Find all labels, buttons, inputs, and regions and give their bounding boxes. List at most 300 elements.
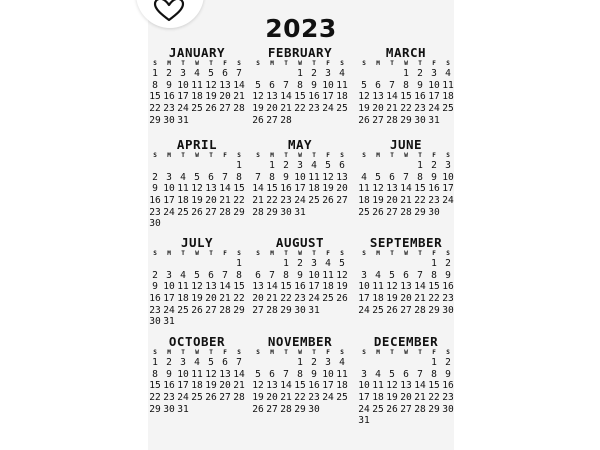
day-cell: 25: [336, 392, 348, 404]
day-cell: 1: [236, 160, 242, 171]
day-cell: 7: [403, 171, 409, 183]
day-cell: 22: [233, 195, 245, 207]
day-cell: 7: [236, 357, 242, 368]
day-cell: 16: [308, 91, 320, 103]
day-cell: 8: [152, 368, 158, 380]
day-cell: 22: [414, 195, 426, 207]
weekday-label: S: [446, 60, 450, 67]
day-cell: 6: [255, 269, 261, 281]
day-cell: 26: [191, 206, 203, 218]
day-cell: 26: [205, 103, 217, 115]
day-cell: 15: [149, 91, 161, 103]
day-cell: 10: [358, 380, 370, 392]
day-cell: 30: [149, 218, 161, 230]
weekday-label: W: [404, 60, 408, 67]
weekday-header: [357, 349, 455, 357]
day-cell: 17: [163, 293, 175, 305]
empty-cell: [251, 357, 265, 369]
empty-cell: [371, 68, 385, 80]
day-cell: 12: [336, 269, 348, 281]
day-cell: 16: [442, 380, 454, 392]
day-cell: 15: [400, 91, 412, 103]
day-cell: 9: [417, 79, 423, 91]
day-cell: 22: [266, 195, 278, 207]
day-cell: 26: [191, 304, 203, 316]
empty-cell: [265, 357, 279, 369]
day-cell: 11: [177, 281, 189, 293]
weekday-label: M: [376, 152, 380, 159]
day-cell: 26: [252, 114, 264, 126]
day-cell: 19: [386, 392, 398, 404]
day-cell: 15: [428, 380, 440, 392]
empty-cell: [399, 357, 413, 369]
day-cell: 16: [442, 281, 454, 293]
day-cell: 11: [336, 368, 348, 380]
day-cell: 12: [386, 281, 398, 293]
empty-cell: [176, 258, 190, 270]
day-cell: 19: [336, 281, 348, 293]
empty-cell: [190, 258, 204, 270]
weekday-label: S: [362, 250, 366, 257]
day-cell: 11: [308, 171, 320, 183]
day-cell: 24: [442, 195, 454, 207]
empty-cell: [162, 258, 176, 270]
day-cell: 17: [163, 195, 175, 207]
day-cell: 5: [361, 79, 367, 91]
day-grid: [357, 68, 455, 126]
day-cell: 24: [177, 103, 189, 115]
weekday-label: S: [153, 152, 157, 159]
day-cell: 20: [219, 91, 231, 103]
day-cell: 6: [269, 368, 275, 380]
day-cell: 4: [194, 357, 200, 368]
weekday-header: [251, 349, 349, 357]
weekday-label: S: [153, 349, 157, 356]
day-cell: 31: [163, 316, 175, 328]
day-cell: 19: [358, 103, 370, 115]
month-name: JANUARY: [168, 45, 226, 60]
day-cell: 21: [266, 293, 278, 305]
weekday-label: T: [209, 250, 213, 257]
day-cell: 25: [177, 206, 189, 218]
empty-cell: [265, 68, 279, 80]
day-cell: 13: [252, 281, 264, 293]
month-november: [251, 334, 349, 415]
day-cell: 26: [386, 304, 398, 316]
empty-cell: [148, 160, 162, 172]
weekday-label: T: [209, 152, 213, 159]
weekday-label: W: [195, 349, 199, 356]
weekday-label: W: [195, 250, 199, 257]
day-cell: 18: [191, 91, 203, 103]
empty-cell: [371, 357, 385, 369]
day-cell: 30: [280, 206, 292, 218]
weekday-label: S: [237, 349, 241, 356]
day-cell: 2: [311, 68, 317, 79]
day-cell: 3: [431, 68, 437, 79]
weekday-label: T: [312, 349, 316, 356]
day-cell: 24: [163, 304, 175, 316]
day-cell: 6: [222, 357, 228, 368]
day-cell: 4: [325, 258, 331, 269]
day-cell: 26: [322, 195, 334, 207]
day-cell: 10: [177, 79, 189, 91]
day-cell: 2: [166, 68, 172, 79]
day-cell: 14: [386, 91, 398, 103]
day-cell: 22: [428, 293, 440, 305]
day-cell: 21: [414, 392, 426, 404]
day-cell: 17: [294, 183, 306, 195]
month-december: [357, 334, 455, 427]
month-january: [148, 45, 246, 126]
day-cell: 29: [400, 114, 412, 126]
empty-cell: [371, 160, 385, 172]
day-grid: [148, 357, 246, 415]
day-cell: 23: [442, 392, 454, 404]
day-cell: 13: [205, 183, 217, 195]
day-cell: 29: [233, 206, 245, 218]
month-name: MARCH: [385, 45, 427, 60]
day-cell: 18: [177, 195, 189, 207]
weekday-header: [251, 250, 349, 258]
empty-cell: [251, 258, 265, 270]
day-cell: 12: [358, 91, 370, 103]
day-cell: 1: [297, 357, 303, 368]
day-cell: 5: [194, 171, 200, 183]
day-cell: 4: [375, 269, 381, 281]
empty-cell: [265, 258, 279, 270]
empty-cell: [204, 258, 218, 270]
day-cell: 15: [233, 183, 245, 195]
day-cell: 8: [297, 79, 303, 91]
day-cell: 29: [414, 206, 426, 218]
weekday-label: M: [167, 152, 171, 159]
day-cell: 30: [442, 304, 454, 316]
day-cell: 26: [336, 293, 348, 305]
day-cell: 14: [414, 281, 426, 293]
weekday-label: M: [270, 152, 274, 159]
day-cell: 23: [308, 103, 320, 115]
month-june: [357, 137, 455, 218]
day-cell: 21: [280, 103, 292, 115]
day-cell: 4: [339, 357, 345, 368]
day-cell: 12: [386, 380, 398, 392]
month-name: JUNE: [389, 137, 423, 152]
day-cell: 13: [400, 380, 412, 392]
day-cell: 21: [386, 103, 398, 115]
day-cell: 7: [283, 368, 289, 380]
weekday-label: T: [181, 60, 185, 67]
day-cell: 18: [177, 293, 189, 305]
weekday-label: F: [223, 152, 227, 159]
day-cell: 22: [294, 103, 306, 115]
day-cell: 4: [311, 160, 317, 171]
empty-cell: [371, 258, 385, 270]
day-cell: 12: [252, 91, 264, 103]
day-cell: 6: [208, 269, 214, 281]
day-cell: 10: [428, 79, 440, 91]
weekday-label: T: [181, 152, 185, 159]
day-cell: 23: [414, 103, 426, 115]
weekday-label: F: [432, 152, 436, 159]
empty-cell: [162, 160, 176, 172]
empty-cell: [357, 68, 371, 80]
day-cell: 1: [152, 68, 158, 79]
empty-cell: [385, 160, 399, 172]
weekday-label: S: [340, 60, 344, 67]
weekday-label: S: [256, 349, 260, 356]
day-cell: 9: [445, 368, 451, 380]
day-cell: 9: [166, 79, 172, 91]
day-cell: 26: [205, 392, 217, 404]
day-cell: 8: [283, 269, 289, 281]
day-cell: 13: [266, 91, 278, 103]
day-cell: 4: [194, 68, 200, 79]
day-cell: 16: [308, 380, 320, 392]
day-cell: 13: [266, 380, 278, 392]
day-cell: 25: [372, 403, 384, 415]
day-cell: 23: [294, 293, 306, 305]
weekday-label: W: [298, 152, 302, 159]
day-grid: [251, 357, 349, 415]
day-cell: 31: [294, 206, 306, 218]
day-cell: 4: [445, 68, 451, 79]
day-cell: 20: [266, 103, 278, 115]
day-cell: 9: [311, 368, 317, 380]
empty-cell: [279, 357, 293, 369]
day-cell: 23: [280, 195, 292, 207]
day-cell: 27: [205, 206, 217, 218]
day-cell: 18: [442, 91, 454, 103]
day-cell: 19: [205, 380, 217, 392]
day-cell: 5: [389, 368, 395, 380]
day-cell: 9: [283, 171, 289, 183]
weekday-label: T: [284, 250, 288, 257]
day-cell: 14: [219, 183, 231, 195]
day-cell: 7: [269, 269, 275, 281]
day-cell: 25: [372, 304, 384, 316]
day-cell: 12: [252, 380, 264, 392]
day-cell: 27: [266, 403, 278, 415]
day-cell: 20: [336, 183, 348, 195]
weekday-label: S: [237, 60, 241, 67]
day-cell: 27: [400, 304, 412, 316]
weekday-label: F: [432, 250, 436, 257]
day-cell: 18: [308, 183, 320, 195]
weekday-label: T: [181, 349, 185, 356]
day-cell: 14: [400, 183, 412, 195]
day-cell: 30: [308, 403, 320, 415]
day-cell: 27: [266, 114, 278, 126]
day-grid: [148, 68, 246, 126]
day-cell: 28: [233, 103, 245, 115]
weekday-label: W: [298, 60, 302, 67]
day-cell: 18: [336, 91, 348, 103]
day-cell: 19: [191, 195, 203, 207]
empty-cell: [251, 68, 265, 80]
weekday-header: [148, 60, 246, 68]
weekday-label: T: [312, 152, 316, 159]
empty-cell: [357, 160, 371, 172]
day-cell: 19: [372, 195, 384, 207]
weekday-label: F: [326, 349, 330, 356]
day-cell: 22: [428, 392, 440, 404]
day-cell: 30: [149, 316, 161, 328]
weekday-label: T: [284, 349, 288, 356]
weekday-label: S: [340, 152, 344, 159]
day-cell: 16: [294, 281, 306, 293]
empty-cell: [218, 258, 232, 270]
day-cell: 2: [417, 68, 423, 79]
day-cell: 11: [336, 79, 348, 91]
empty-cell: [399, 258, 413, 270]
day-cell: 22: [233, 293, 245, 305]
empty-cell: [357, 357, 371, 369]
empty-cell: [279, 68, 293, 80]
day-cell: 27: [219, 103, 231, 115]
day-cell: 17: [442, 183, 454, 195]
weekday-label: W: [404, 152, 408, 159]
weekday-label: S: [362, 349, 366, 356]
weekday-label: T: [390, 60, 394, 67]
empty-cell: [204, 160, 218, 172]
day-cell: 1: [431, 258, 437, 269]
weekday-label: T: [390, 152, 394, 159]
day-cell: 16: [414, 91, 426, 103]
day-cell: 10: [322, 368, 334, 380]
day-cell: 2: [445, 258, 451, 269]
weekday-label: T: [418, 349, 422, 356]
day-cell: 3: [180, 357, 186, 368]
day-cell: 26: [386, 403, 398, 415]
weekday-label: F: [223, 60, 227, 67]
day-cell: 3: [311, 258, 317, 269]
month-name: FEBRUARY: [267, 45, 333, 60]
day-cell: 13: [336, 171, 348, 183]
empty-cell: [413, 357, 427, 369]
weekday-label: W: [404, 250, 408, 257]
day-cell: 10: [442, 171, 454, 183]
day-cell: 14: [233, 79, 245, 91]
day-cell: 15: [294, 380, 306, 392]
day-cell: 25: [191, 392, 203, 404]
day-cell: 13: [372, 91, 384, 103]
month-february: [251, 45, 349, 126]
day-cell: 25: [191, 103, 203, 115]
day-cell: 13: [386, 183, 398, 195]
day-cell: 7: [389, 79, 395, 91]
day-cell: 10: [358, 281, 370, 293]
day-cell: 7: [236, 68, 242, 79]
day-cell: 1: [152, 357, 158, 368]
day-cell: 4: [339, 68, 345, 79]
day-cell: 29: [266, 206, 278, 218]
day-cell: 23: [149, 206, 161, 218]
day-cell: 18: [372, 392, 384, 404]
day-cell: 21: [233, 380, 245, 392]
day-cell: 2: [297, 258, 303, 269]
day-cell: 6: [208, 171, 214, 183]
day-cell: 3: [180, 68, 186, 79]
day-cell: 24: [177, 392, 189, 404]
day-cell: 14: [252, 183, 264, 195]
day-cell: 5: [389, 269, 395, 281]
weekday-label: S: [446, 349, 450, 356]
day-cell: 2: [283, 160, 289, 171]
day-cell: 19: [205, 91, 217, 103]
weekday-label: M: [270, 60, 274, 67]
day-cell: 12: [322, 171, 334, 183]
day-cell: 31: [428, 114, 440, 126]
day-cell: 17: [177, 91, 189, 103]
day-cell: 11: [322, 269, 334, 281]
day-cell: 9: [152, 183, 158, 195]
day-cell: 3: [445, 160, 451, 171]
weekday-label: M: [376, 349, 380, 356]
weekday-header: [251, 152, 349, 160]
month-name: NOVEMBER: [267, 334, 333, 349]
day-cell: 1: [417, 160, 423, 171]
day-cell: 12: [205, 368, 217, 380]
day-cell: 5: [208, 68, 214, 79]
day-cell: 20: [219, 380, 231, 392]
day-cell: 1: [297, 68, 303, 79]
day-cell: 28: [414, 304, 426, 316]
weekday-label: W: [195, 60, 199, 67]
day-cell: 30: [163, 403, 175, 415]
day-cell: 16: [163, 380, 175, 392]
day-cell: 20: [205, 195, 217, 207]
day-cell: 25: [308, 195, 320, 207]
day-cell: 10: [308, 269, 320, 281]
weekday-label: S: [340, 250, 344, 257]
day-cell: 21: [219, 293, 231, 305]
day-cell: 23: [428, 195, 440, 207]
day-cell: 29: [428, 304, 440, 316]
day-cell: 15: [294, 91, 306, 103]
month-october: [148, 334, 246, 415]
day-cell: 28: [252, 206, 264, 218]
month-name: JULY: [180, 235, 214, 250]
weekday-label: F: [223, 349, 227, 356]
day-cell: 24: [358, 304, 370, 316]
weekday-header: [148, 250, 246, 258]
day-cell: 17: [322, 380, 334, 392]
day-cell: 30: [294, 304, 306, 316]
day-grid: [251, 258, 349, 316]
day-cell: 11: [442, 79, 454, 91]
weekday-label: M: [167, 349, 171, 356]
day-cell: 14: [280, 380, 292, 392]
day-cell: 24: [428, 103, 440, 115]
day-cell: 28: [219, 206, 231, 218]
weekday-label: M: [167, 250, 171, 257]
day-cell: 3: [361, 368, 367, 380]
day-cell: 25: [358, 206, 370, 218]
day-cell: 4: [180, 269, 186, 281]
day-cell: 31: [177, 114, 189, 126]
day-cell: 28: [280, 114, 292, 126]
day-cell: 18: [322, 281, 334, 293]
empty-cell: [251, 160, 265, 172]
day-cell: 31: [308, 304, 320, 316]
day-cell: 17: [322, 91, 334, 103]
day-cell: 26: [358, 114, 370, 126]
day-cell: 15: [414, 183, 426, 195]
empty-cell: [413, 258, 427, 270]
day-grid: [148, 258, 246, 328]
day-cell: 24: [308, 293, 320, 305]
